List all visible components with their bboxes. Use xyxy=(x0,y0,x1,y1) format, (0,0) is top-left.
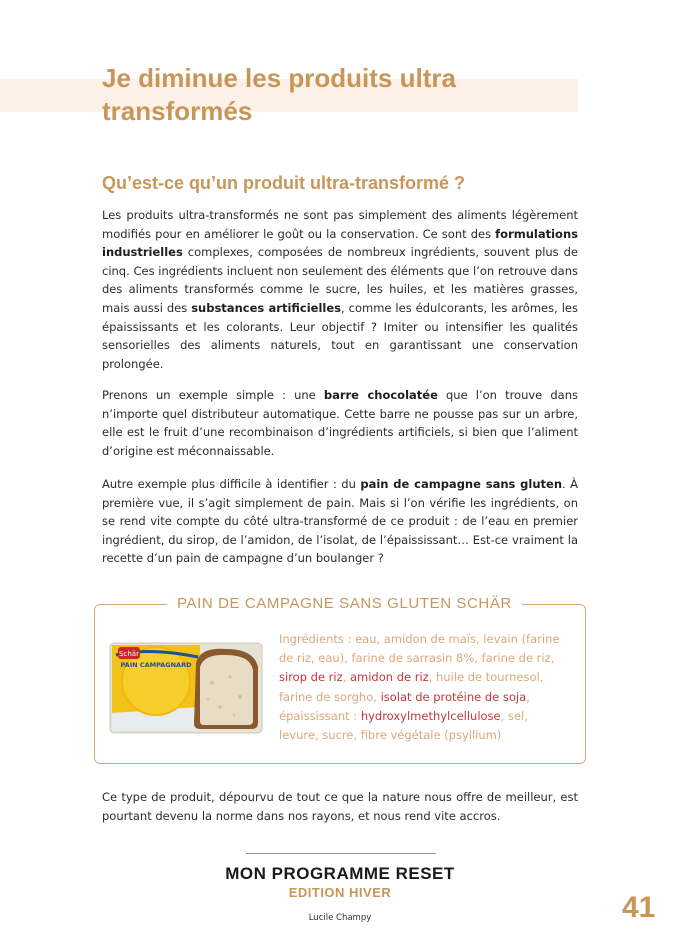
edition-label: EDITION HIVER xyxy=(288,885,392,900)
footer-divider xyxy=(246,853,436,854)
paragraph-example-chocolate-bar xyxy=(102,386,578,460)
ingredient-segment: , épaississant : xyxy=(279,689,530,723)
paragraph-text: Prenons un exemple simple : une xyxy=(102,388,324,402)
paragraph-text: , comme les édulcorants, les arômes, les épaississants et les colorants. Leur objectif ? Imiter ou intensifier les qualités sensorielles des aliments naturels, tout en garantissant une conservation prolongée. xyxy=(102,300,578,371)
ingredient-highlight: sirop de riz xyxy=(279,670,343,685)
paragraph-definition xyxy=(102,206,578,373)
paragraph-text: que l’on trouve dans n’importe quel distributeur automatique. Cette barre ne pousse pas sur un arbre, elle est le fruit d’une recombinaison d’ingrédients artificiels, si bien que l’aliment d’origine est méconnaissable. xyxy=(102,388,579,458)
ingredient-segment: , huile de tournesol, farine de sorgho, xyxy=(279,670,544,704)
program-title: MON PROGRAMME RESET xyxy=(225,864,455,883)
brand-logo-text: Schär xyxy=(119,650,139,658)
paragraph-text: . À première vue, il s’agit simplement de pain. Mais si l’on vérifie les ingrédients, on se rend vite compte du côté ultra-transformé de ce produit : de l’eau en premier ingrédient, du sirop, de l’amidon, de l’isolat, de l’épaississant… Est-ce vraiment la recette d’un pain de campagne d’un boulanger ? xyxy=(102,477,578,566)
paragraph-text: complexes, composées de nombreux ingrédients, souvent plus de cinq. Ces ingrédients incluent non seulement des éléments que l’on retrouve dans des aliments transformés comme le sucre, les huiles, et les matières grasses, mais aussi des xyxy=(102,245,578,315)
ingredient-segment: , sel, levure, sucre, fibre végétale (psyllium) xyxy=(279,708,528,743)
paragraph-example-bread xyxy=(102,475,578,568)
package-product-name: PAIN CAMPAGNARD xyxy=(120,661,192,669)
ingredient-highlight: isolat de protéine de soja xyxy=(380,689,527,704)
bold-term: substances artificielles xyxy=(191,300,342,315)
section-subtitle: Qu’est-ce qu’un produit ultra-transformé ? xyxy=(102,173,466,193)
page-number: 41 xyxy=(622,891,656,924)
paragraph-text: Les produits ultra-transformés ne sont pas simplement des aliments légèrement modifiés pour en améliorer le goût ou la conservation. Ce sont des xyxy=(102,208,578,241)
paragraph-conclusion: Ce type de produit, dépourvu de tout ce que la nature nous offre de meilleur, est pourtant devenu la norme dans nos rayons, et nous rend vite accros. xyxy=(102,790,578,823)
page-title: Je diminue les produits ultra transformés xyxy=(102,63,456,126)
ingredient-highlight: hydroxylmethylcellulose xyxy=(360,708,501,723)
ingredient-highlight: amidon de riz xyxy=(349,670,429,685)
bold-term: formulations industrielles xyxy=(102,226,578,260)
ingredient-segment: Ingrédients : eau, amidon de maïs, levain (farine de riz, eau), farine de sarrasin 8%, farine de riz, xyxy=(279,632,560,666)
ingredients-list xyxy=(279,630,569,745)
bold-term: barre chocolatée xyxy=(323,388,438,402)
bread-package-image xyxy=(108,637,264,741)
bold-term: pain de campagne sans gluten xyxy=(360,477,563,491)
ingredient-segment: , xyxy=(342,670,350,685)
author-name: Lucile Champy xyxy=(308,913,372,923)
paragraph-text: Autre exemple plus difficile à identifier : du xyxy=(102,477,361,491)
product-box-title: PAIN DE CAMPAGNE SANS GLUTEN SCHÄR xyxy=(167,594,522,614)
